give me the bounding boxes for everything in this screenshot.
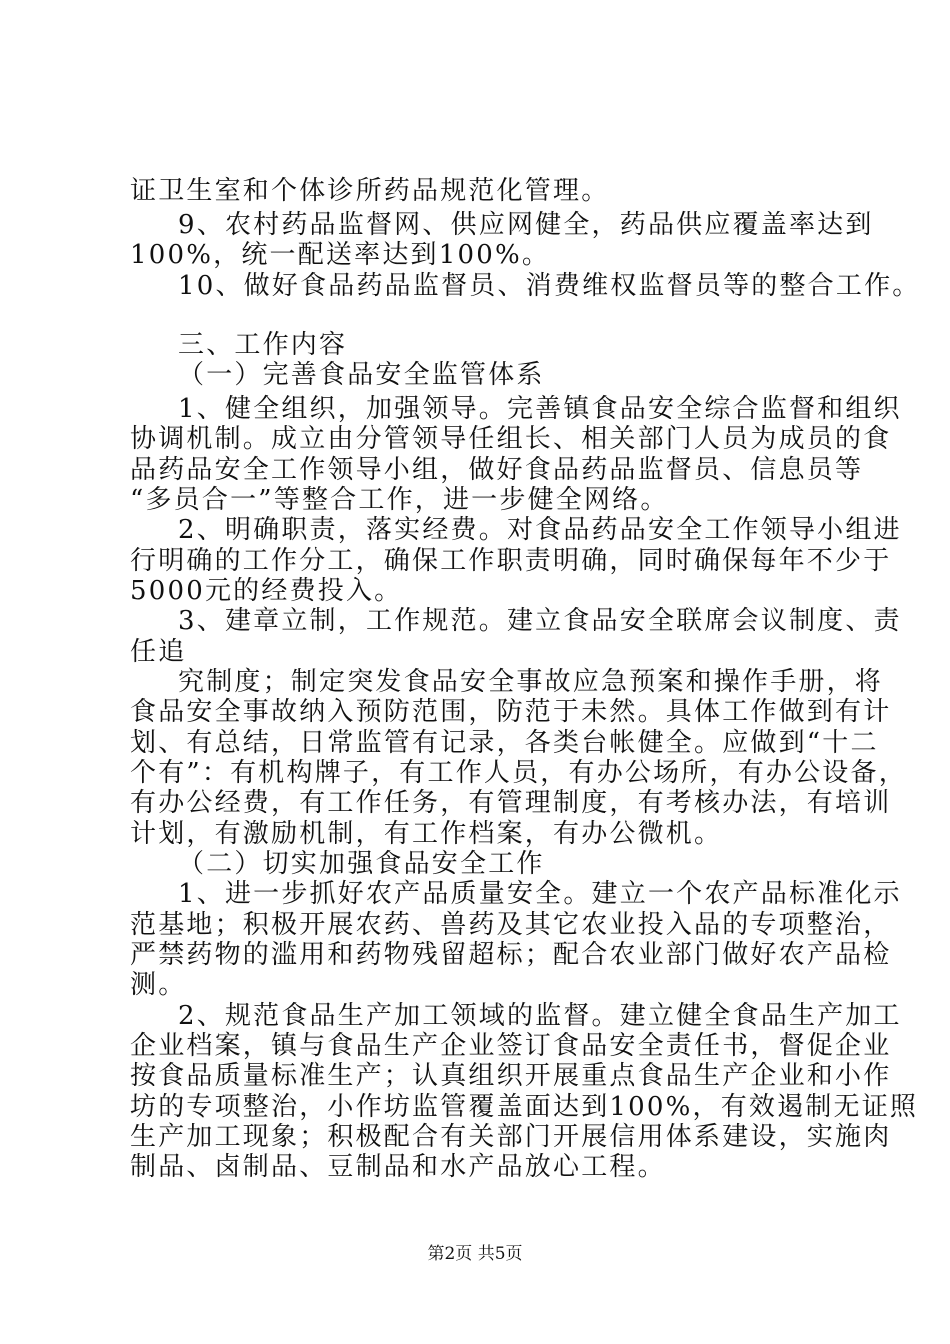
text-line: “多员合一”等整合工作，进一步健全网络。 — [130, 485, 669, 515]
text-line: 企业档案，镇与食品生产企业签订食品安全责任书，督促企业 — [130, 1031, 892, 1061]
text-line: 品药品安全工作领导小组，做好食品药品监督员、信息员等 — [130, 455, 864, 485]
text-line: 制品、卤制品、豆制品和水产品放心工程。 — [130, 1152, 666, 1182]
text-line: 2、明确职责，落实经费。对食品药品安全工作领导小组进 — [178, 515, 902, 545]
text-line: 划、有总结，日常监管有记录，各类台帐健全。应做到“十二 — [130, 728, 879, 758]
text-line: 10、做好食品药品监督员、消费维权监督员等的整合工作。 — [178, 271, 921, 301]
text-line: 2、规范食品生产加工领域的监督。建立健全食品生产加工 — [178, 1001, 902, 1031]
text-line: 任追 — [130, 637, 187, 667]
text-line: 严禁药物的滥用和药物残留超标；配合农业部门做好农产品检 — [130, 940, 892, 970]
text-line: 100%，统一配送率达到100%。 — [130, 240, 551, 270]
text-line: 范基地；积极开展农药、兽药及其它农业投入品的专项整治， — [130, 910, 892, 940]
text-line: 坊的专项整治，小作坊监管覆盖面达到100%，有效遏制无证照 — [130, 1092, 919, 1122]
text-line: 个有”：有机构牌子，有工作人员，有办公场所，有办公设备， — [130, 758, 907, 788]
text-line: 9、农村药品监督网、供应网健全，药品供应覆盖率达到 — [178, 210, 874, 240]
text-line: 按食品质量标准生产；认真组织开展重点食品生产企业和小作 — [130, 1061, 892, 1091]
text-line: 计划，有激励机制，有工作档案，有办公微机。 — [130, 819, 723, 849]
text-line: 1、进一步抓好农产品质量安全。建立一个农产品标准化示 — [178, 879, 902, 909]
text-line: 测。 — [130, 970, 187, 1000]
text-line: 究制度；制定突发食品安全事故应急预案和操作手册，将 — [178, 667, 884, 697]
text-line: 有办公经费，有工作任务，有管理制度，有考核办法，有培训 — [130, 788, 892, 818]
text-line: 生产加工现象；积极配合有关部门开展信用体系建设，实施肉 — [130, 1122, 892, 1152]
text-line: 1、健全组织，加强领导。完善镇食品安全综合监督和组织 — [178, 394, 902, 424]
subsection-heading: （二）切实加强食品安全工作 — [178, 849, 545, 879]
subsection-heading: （一）完善食品安全监管体系 — [178, 360, 545, 390]
text-line: 5000元的经费投入。 — [130, 576, 403, 606]
text-line: 行明确的工作分工，确保工作职责明确，同时确保每年不少于 — [130, 546, 892, 576]
text-line: 3、建章立制，工作规范。建立食品安全联席会议制度、责 — [178, 606, 902, 636]
section-heading: 三、工作内容 — [178, 330, 348, 360]
page-number-footer: 第2页 共5页 — [427, 1244, 523, 1264]
text-line: 协调机制。成立由分管领导任组长、相关部门人员为成员的食 — [130, 424, 892, 454]
text-line: 食品安全事故纳入预防范围，防范于未然。具体工作做到有计 — [130, 697, 892, 727]
text-line: 证卫生室和个体诊所药品规范化管理。 — [130, 176, 610, 206]
